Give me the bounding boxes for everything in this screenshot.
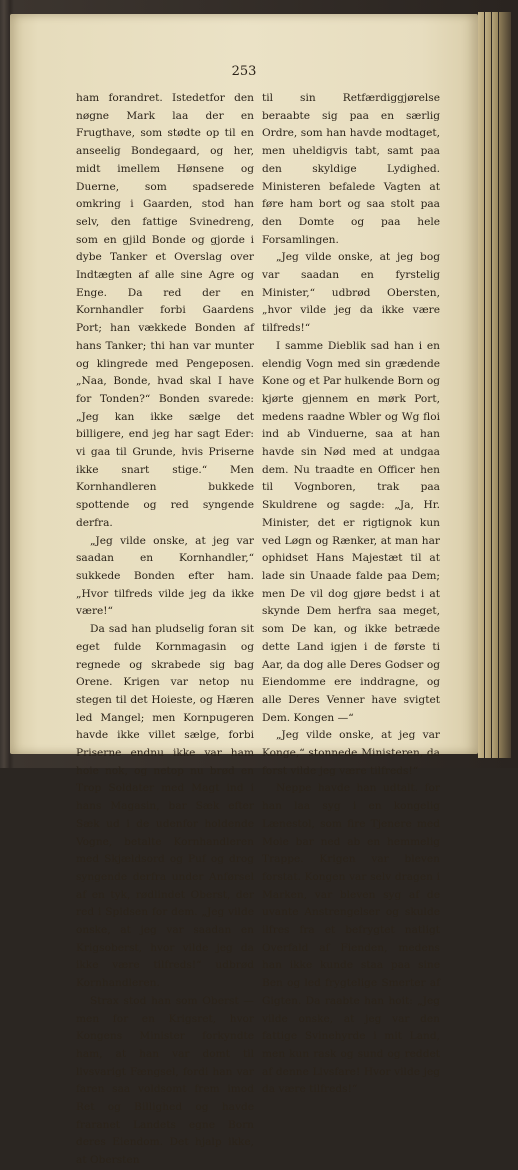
paragraph: Strax stod han som Oberst — men for en Krigsret, hvor Kongens Minister forkyndte ham, at han var domt til livsvarigt Fængsel, fordi han var faren saa voldsomt frem imod Ret og Billighed og havde fraranet Landets egne Born deres Eiendom. Det hjalp ikke, at Obersten xyxy=(76,994,254,1167)
paragraph: „Jeg vilde onske, at jeg bog var saadan en fyrstelig Minister,“ udbrød Obersten, „hvor vilde jeg da ikke være tilfreds!“ xyxy=(262,251,440,335)
paragraph: „Jeg vilde onske, at jeg var Konge,“ stonnede Ministeren, da forst vilde jeg være tilfreds!“ xyxy=(262,729,440,777)
book-spine xyxy=(499,12,511,758)
paragraph: I samme Dieblik sad han i en elendig Vogn med sin grædende Kone og et Par hulkende Born og kjørte gjennem en mørk Port, medens raadne Wbler og Wg floi ind ab Vinduerne, saa at han havde sin Nød med at undgaa dem. Nu traadte en Officer hen til Vognboren, trak paa Skuldrene og sagde: „Ja, Hr. Minister, det er rigtignok kun ved Løgn og Rænker, at man har ophidset Hans Majestæt til at lade sin Unaade falde paa Dem; men De vil dog gjøre bedst i at skynde Dem herfra saa meget, som De kan, og ikke betræde dette Land igjen i de første ti Aar, da dog alle Deres Godser og Eiendomme ere inddragne, og alle Deres Venner have svigtet Dem. Kongen —“ xyxy=(262,339,440,724)
right-column xyxy=(262,90,440,1099)
page-edge xyxy=(485,12,491,758)
page-edge xyxy=(478,12,484,758)
column-gutter xyxy=(256,98,257,718)
left-column xyxy=(76,90,254,1170)
page-number: 253 xyxy=(231,64,257,79)
paragraph: til sin Retfærdiggjørelse beraabte sig paa en særlig Ordre, som han havde modtaget, men uheldigvis tabt, samt paa den skyldige Lydighed. Ministeren befalede Vagten at føre ham bort og saa stolt paa den Domte og paa hele Forsamlingen. xyxy=(262,92,440,246)
page-edge xyxy=(492,12,498,758)
paragraph: ham forandret. Istedetfor den nøgne Mark laa der en Frugthave, som stødte op til en anseelig Bondegaard, og her, midt imellem Hønsene og Duerne, som spadserede omkring i Gaarden, stod han selv, den fattige Svinedreng, som en gjild Bonde og gjorde i dybe Tanker et Overslag over Indtægten af alle sine Agre og Enge. Da red der en Kornhandler forbi Gaardens Port; han vækkede Bonden af hans Tanker; thi han var munter og klingrede med Pengeposen. „Naa, Bonde, hvad skal I have for Tonden?“ Bonden svarede: „Jeg kan ikke sælge det billigere, end jeg har sagt Eder: vi gaa til Grunde, hvis Priserne ikke snart stige.“ Men Kornhandleren bukkede spottende og red syngende derfra. xyxy=(76,92,254,529)
book-page xyxy=(10,14,478,1167)
paragraph: Da sad han pludselig foran sit eget fulde Kornmagasin og regnede og skrabede sig bag Orene. Krigen var netop nu stegen til det Hoieste, og Hæren led Mangel; men Kornpugeren havde ikke villet sælge, forbi Priserne endnu ikke var ham hoie nok, og netop nu brød en Trop Soldater med Magt ind i hans Magasin, bar Sæk efter Sæk ud i de udenfor holdende Vogne, betalte Kornhandleren med Skjældsord og Puf og drog syngende derfra under Anførsel af en tyk, rødlindet Oberst, der red i Spidsen for dem. „Jeg vilde onske, at jeg var saadan en Krigsoberst, hvor vilde jeg da ikke være tilfreds!“ udbrød Kornhandleren. xyxy=(76,623,254,990)
paragraph: Neppe havde han udtalt. for han laa syg i en kongelig Lænestol, som fire Tjenere med Moie bar ned ab en hemmelig Trappe. Krigen var bleven forstat. Kongen var selv dragen i Marken, var bleven syg af de uvante Anstrengelser og skulde ilfres fra et befrygtet natligt Overfald af Fienden, medens han ikke kunde staa paa sine Ben og led frygtelige Smerter af Gigten. Da raabte han hoit: „Jeg vilde onske, at jeg var den fattige Svinehyrde i mit Land, men kun rask og sund og reddet af denne Livsfare! Hvor vilde jeg da være tilfreds!“ xyxy=(262,782,440,1096)
paragraph: „Jeg vilde onske, at jeg var saadan en Kornhandler,“ sukkede Bonden efter ham. „Hvor tilfreds vilde jeg da ikke være!“ xyxy=(76,534,254,618)
